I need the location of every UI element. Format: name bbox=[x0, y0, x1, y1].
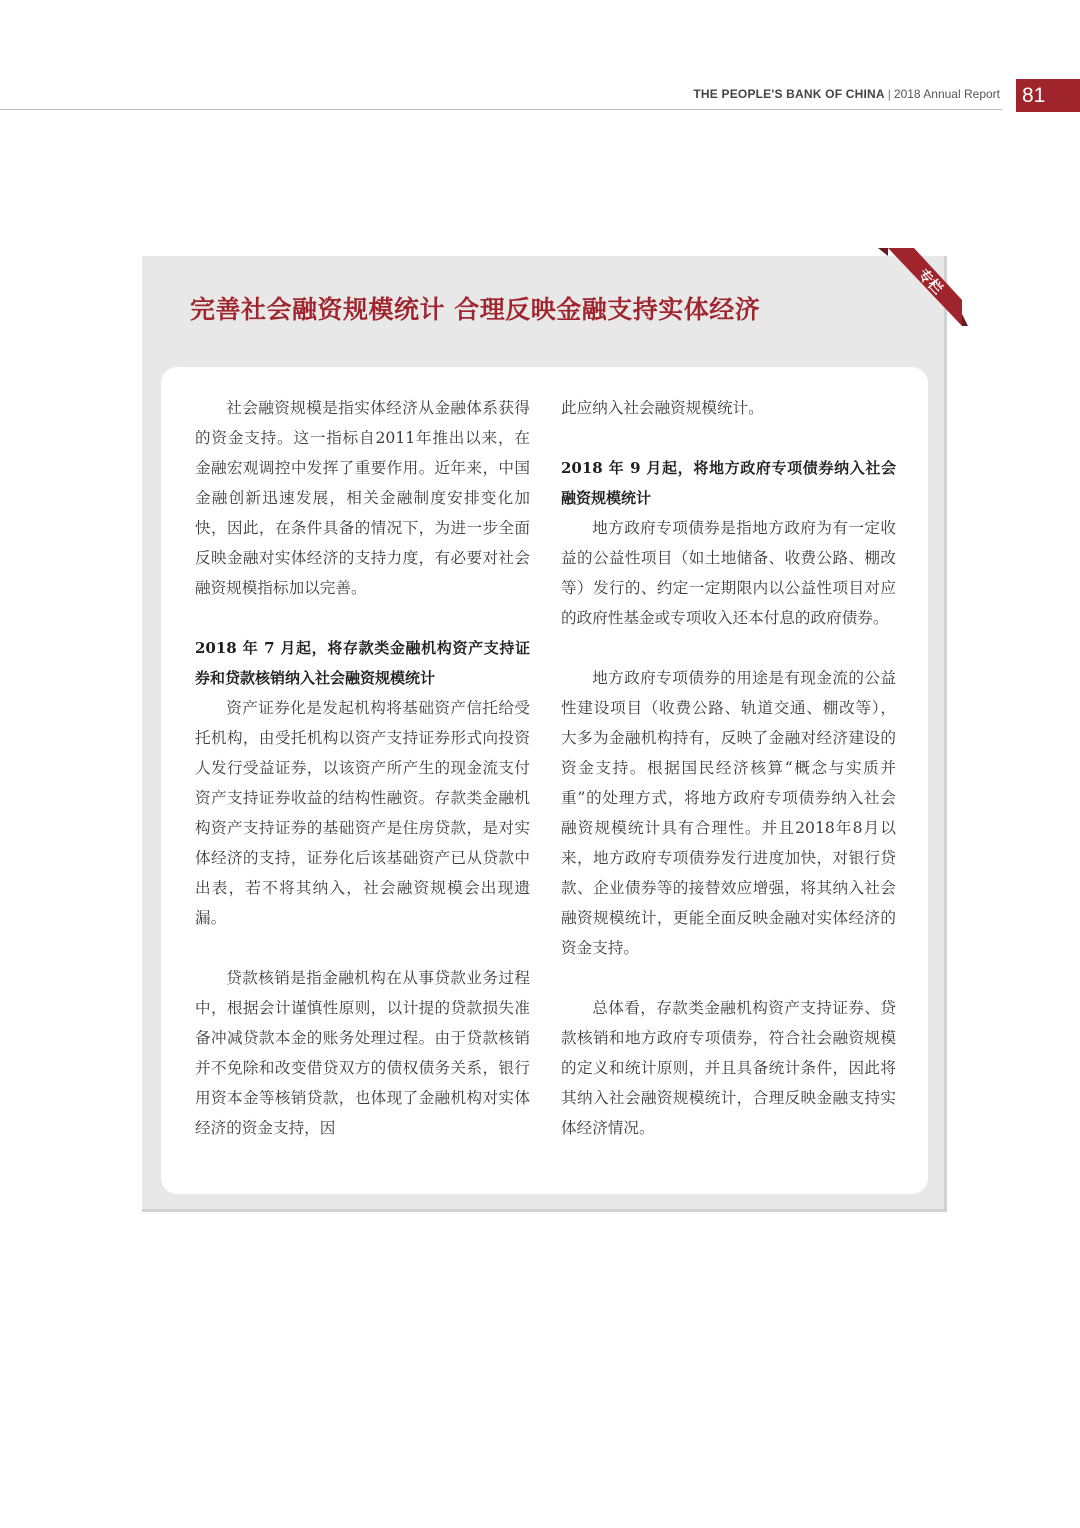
header-report: 2018 Annual Report bbox=[893, 87, 1000, 101]
paragraph-writeoff-cont: 此应纳入社会融资规模统计。 bbox=[561, 399, 764, 417]
paragraph-writeoff: 贷款核销是指金融机构在从事贷款业务过程中，根据会计谨慎性原则，以计提的贷款损失准备冲减贷款本金的账务处理过程。由于贷款核销并不免除和改变借贷双方的债权债务关系，银行用资本金等核销贷款，也体现了金融机构对实体经济的资金支持，因 bbox=[195, 969, 530, 1137]
page-number: 81 bbox=[1016, 79, 1080, 112]
feature-title: 完善社会融资规模统计 合理反映金融支持实体经济 bbox=[190, 295, 761, 324]
paragraph-abs: 资产证券化是发起机构将基础资产信托给受托机构，由受托机构以资产支持证券形式向投资人发行受益证券，以该资产所产生的现金流支付资产支持证券收益的结构性融资。存款类金融机构资产支持证券的基础资产是住房贷款，是对实体经济的支持，证券化后该基础资产已从贷款中出表，若不将其纳入，社会融资规模会出现遗漏。 bbox=[195, 699, 530, 927]
right-column bbox=[561, 393, 896, 1143]
paragraph-conclusion: 总体看，存款类金融机构资产支持证券、贷款核销和地方政府专项债券，符合社会融资规模的定义和统计原则，并且具备统计条件，因此将其纳入社会融资规模统计，合理反映金融支持实体经济情况。 bbox=[561, 999, 896, 1137]
header-rule bbox=[0, 109, 1002, 110]
ribbon-label: 专栏 bbox=[914, 266, 946, 298]
ribbon-fold-shadow bbox=[878, 248, 888, 256]
ribbon-fold-bottom bbox=[962, 314, 968, 326]
header-separator: | bbox=[887, 87, 891, 101]
running-header bbox=[693, 87, 1000, 101]
paragraph-intro: 社会融资规模是指实体经济从金融体系获得的资金支持。这一指标自2011年推出以来，在金融宏观调控中发挥了重要作用。近年来，中国金融创新迅速发展，相关金融制度安排变化加快，因此，在条件具备的情况下，为进一步全面反映金融对实体经济的支持力度，有必要对社会融资规模指标加以完善。 bbox=[195, 399, 530, 597]
left-column bbox=[195, 393, 530, 1143]
paragraph-special-bonds-def: 地方政府专项债券是指地方政府为有一定收益的公益性项目（如土地储备、收费公路、棚改等）发行的、约定一定期限内以公益性项目对应的政府性基金或专项收入还本付息的政府债券。 bbox=[561, 519, 896, 627]
heading-abs-writeoff: 2018 年 7 月起，将存款类金融机构资产支持证券和贷款核销纳入社会融资规模统计 bbox=[195, 639, 530, 687]
header-org: THE PEOPLE'S BANK OF CHINA bbox=[693, 87, 885, 101]
heading-special-bonds: 2018 年 9 月起，将地方政府专项债券纳入社会融资规模统计 bbox=[561, 459, 896, 507]
paragraph-special-bonds-use: 地方政府专项债券的用途是有现金流的公益性建设项目（收费公路、轨道交通、棚改等），大多为金融机构持有，反映了金融对经济建设的资金支持。根据国民经济核算“概念与实质并重”的处理方式，将地方政府专项债券纳入社会融资规模统计具有合理性。并且2018年8月以来，地方政府专项债券发行进度加快，对银行贷款、企业债券等的接替效应增强，将其纳入社会融资规模统计，更能全面反映金融对实体经济的资金支持。 bbox=[561, 669, 896, 957]
feature-ribbon bbox=[878, 248, 968, 328]
